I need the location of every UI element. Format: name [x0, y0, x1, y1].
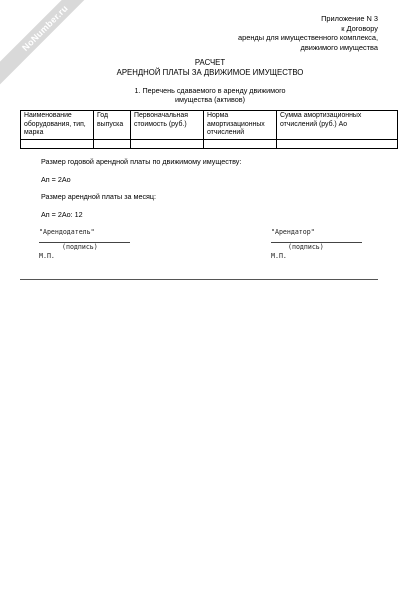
appendix-header [238, 14, 378, 52]
title-line-2: АРЕНДНОЙ ПЛАТЫ ЗА ДВИЖИМОЕ ИМУЩЕСТВО [116, 67, 304, 77]
tenant-label: "Арендатор" [271, 228, 315, 236]
table-row [21, 139, 398, 148]
monthly-rent-formula: Ап = 2Ао: 12 [41, 210, 83, 219]
appendix-line: движимого имущества [300, 42, 378, 52]
header-cell-year: Год выпуска [94, 111, 131, 140]
annual-rent-formula: Ап = 2Ао [41, 175, 71, 184]
table-cell [277, 139, 398, 148]
appendix-line: аренды для имущественного комплекса, [238, 33, 378, 43]
monthly-rent-text: Размер арендной платы за месяц: [41, 192, 157, 201]
table-cell [204, 139, 277, 148]
header-cell-rate: Норма амортизационных отчислений [204, 111, 277, 140]
document-title [0, 58, 420, 77]
section-1-line-1: 1. Перечень сдаваемого в аренду движимого [134, 86, 286, 95]
table-cell [131, 139, 204, 148]
watermark-ribbon [0, 0, 111, 94]
section-1-line-2: имущества (активов) [175, 95, 245, 104]
landlord-sign-hint: (подпись) [62, 243, 98, 251]
header-cell-name: Наименование оборудования, тип, марка [21, 111, 94, 140]
landlord-label: "Арендодатель" [39, 228, 95, 236]
landlord-stamp: М.П. [39, 252, 55, 260]
table-cell [94, 139, 131, 148]
watermark-text: NoNumber.ru [20, 3, 70, 53]
table-header-row [21, 111, 398, 140]
appendix-line: Приложение N 3 [321, 14, 378, 23]
header-cell-cost: Первоначальная стоимость (руб.) [131, 111, 204, 140]
tenant-sign-hint: (подпись) [288, 243, 324, 251]
header-cell-sum: Сумма амортизационных отчислений (руб.) Ао [277, 111, 398, 140]
annual-rent-text: Размер годовой арендной платы по движимому имуществу: [41, 157, 242, 166]
assets-table [20, 110, 398, 149]
section-1-heading [0, 86, 420, 104]
title-line-1: РАСЧЕТ [194, 58, 226, 67]
tenant-stamp: М.П. [271, 252, 287, 260]
bottom-divider [20, 279, 378, 280]
table-cell [21, 139, 94, 148]
appendix-line: к Договору [341, 23, 378, 33]
